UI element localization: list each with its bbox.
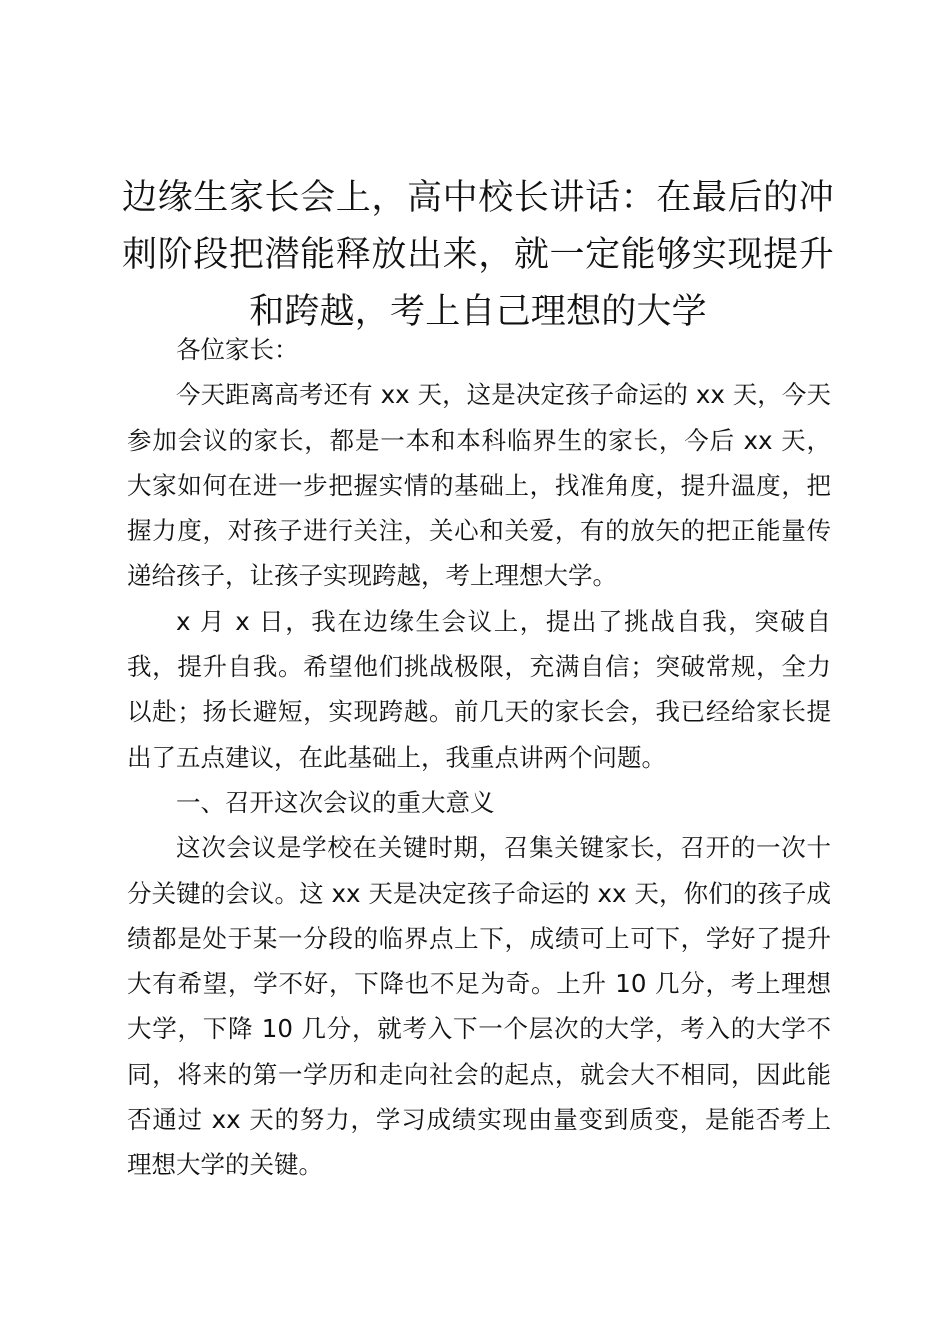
title-line-1: 边缘生家长会上，高中校长讲话：在最后的冲 xyxy=(122,178,834,218)
section-heading-1: 一、召开这次会议的重大意义 xyxy=(176,787,495,817)
document-title xyxy=(122,170,834,341)
section-paragraph-1: 这次会议是学校在关键时期，召集关键家长，召开的一次十分关键的会议。这 xx 天是决定孩子命运的 xx 天，你们的孩子成绩都是处于某一分段的临界点上下，成绩可上可下，学好了提升大有希望，学不好，下降也不足为奇。上升 10 几分，考上理想大学，下降 10 几分，就考入下一个层次的大学，考入的大学不同，将来的第一学历和走向社会的起点，就会大不相同，因此能否通过 xx 天的努力，学习成绩实现由量变到质变，是能否考上理想大学的关键。 xyxy=(127,833,831,1180)
paragraph-1: 今天距离高考还有 xx 天，这是决定孩子命运的 xx 天，今天参加会议的家长，都是一本和本科临界生的家长，今后 xx 天，大家如何在进一步把握实情的基础上，找准角度，提升温度，把握力度，对孩子进行关注，关心和关爱，有的放矢的把正能量传递给孩子，让孩子实现跨越，考上理想大学。 xyxy=(127,380,831,591)
title-line-2: 刺阶段把潜能释放出来，就一定能够实现提升 xyxy=(122,235,834,275)
salutation: 各位家长： xyxy=(176,335,299,364)
document-body xyxy=(127,327,831,1188)
title-line-3: 和跨越，考上自己理想的大学 xyxy=(249,292,707,332)
paragraph-2: x 月 x 日，我在边缘生会议上，提出了挑战自我，突破自我，提升自我。希望他们挑战极限，充满自信；突破常规，全力以赴；扬长避短，实现跨越。前几天的家长会，我已经给家长提出了五点建议，在此基础上，我重点讲两个问题。 xyxy=(127,606,831,772)
